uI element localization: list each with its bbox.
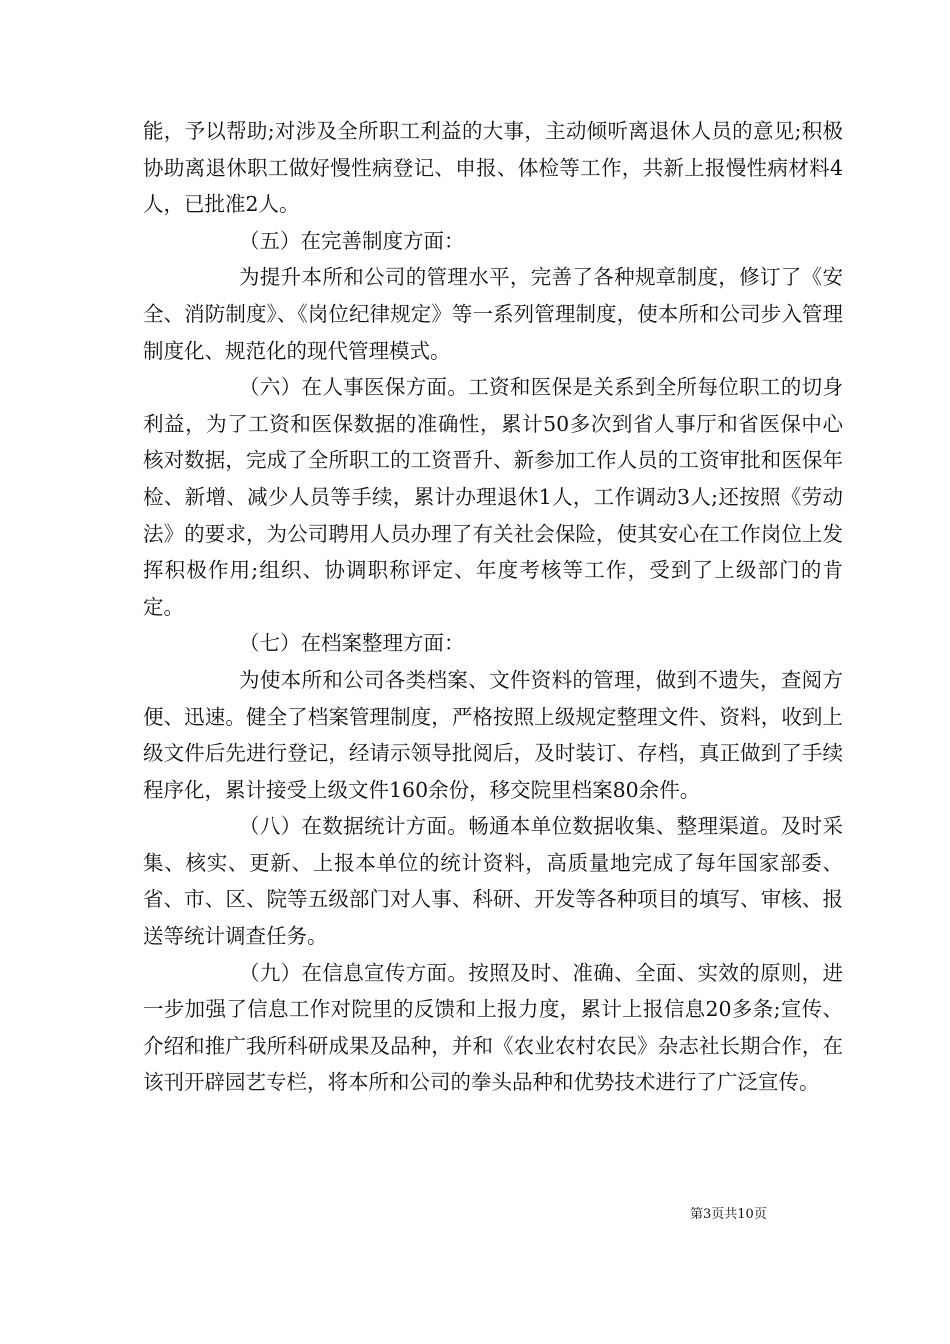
document-body <box>143 113 843 1101</box>
paragraph-continuation: 能，予以帮助;对涉及全所职工利益的大事，主动倾听离退休人员的意见;积极协助离退休职工做好慢性病登记、申报、体检等工作，共新上报慢性病材料4人，已批准2人。 <box>143 119 843 217</box>
section-heading-seven: （七）在档案整理方面： <box>239 631 465 656</box>
paragraph-hr-medical-insurance: （六）在人事医保方面。工资和医保是关系到全所每位职工的切身利益，为了工资和医保数据的准确性，累计50多次到省人事厅和省医保中心核对数据，完成了全所职工的工资晋升、新参加工作人员的工资审批和医保年检、新增、减少人员等手续，累计办理退休1人，工作调动3人;还按照《劳动法》的要求，为公司聘用人员办理了有关社会保险，使其安心在工作岗位上发挥积极作用;组织、协调职称评定、年度考核等工作，受到了上级部门的肯定。 <box>143 375 843 619</box>
paragraph-system-improvement: 为提升本所和公司的管理水平，完善了各种规章制度，修订了《安全、消防制度》、《岗位纪律规定》等一系列管理制度，使本所和公司步入管理制度化、规范化的现代管理模式。 <box>143 265 843 363</box>
page-number-footer: 第3页共10页 <box>690 1207 767 1222</box>
paragraph-data-statistics: （八）在数据统计方面。畅通本单位数据收集、整理渠道。及时采集、核实、更新、上报本单位的统计资料，高质量地完成了每年国家部委、省、市、区、院等五级部门对人事、科研、开发等各种项目的填写、审核、报送等统计调查任务。 <box>143 814 843 949</box>
paragraph-archive-management: 为使本所和公司各类档案、文件资料的管理，做到不遗失，查阅方便、迅速。健全了档案管理制度，严格按照上级规定整理文件、资料，收到上级文件后先进行登记，经请示领导批阅后，及时装订、存档，真正做到了手续程序化，累计接受上级文件160余份，移交院里档案80余件。 <box>143 667 843 802</box>
paragraph-information-publicity: （九）在信息宣传方面。按照及时、准确、全面、实效的原则，进一步加强了信息工作对院里的反馈和上报力度，累计上报信息20多条;宣传、介绍和推广我所科研成果及品种，并和《农业农村农民》杂志社长期合作，在该刊开辟园艺专栏，将本所和公司的拳头品种和优势技术进行了广泛宣传。 <box>143 960 843 1095</box>
section-heading-five: （五）在完善制度方面： <box>239 228 465 253</box>
